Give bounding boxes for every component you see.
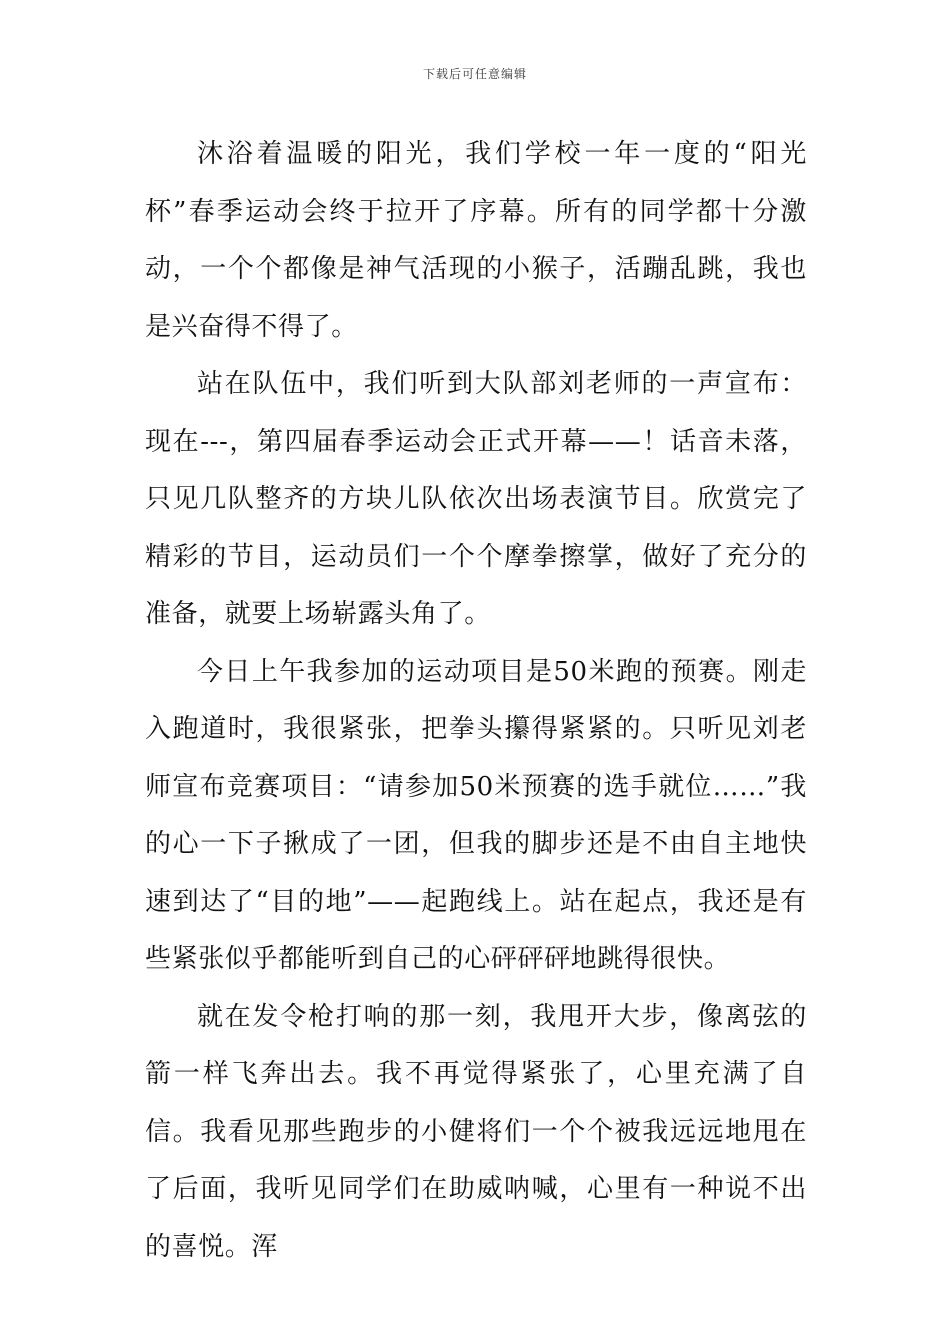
header-note: 下载后可任意编辑	[422, 67, 527, 81]
paragraph-1: 沐浴着温暖的阳光，我们学校一年一度的“阳光杯”春季运动会终于拉开了序幕。所有的同学都十分激动，一个个都像是神气活现的小猴子，活蹦乱跳，我也是兴奋得不得了。	[145, 139, 807, 342]
article-body	[145, 126, 807, 1276]
paragraph-3: 今日上午我参加的运动项目是50米跑的预赛。刚走入跑道时，我很紧张，把拳头攥得紧紧的。只听见刘老师宣布竞赛项目：“请参加50米预赛的选手就位……”我的心一下子揪成了一团，但我的脚步还是不由自主地快速到达了“目的地”——起跑线上。站在起点，我还是有些紧张似乎都能听到自己的心砰砰砰地跳得很快。	[145, 656, 807, 974]
paragraph-2: 站在队伍中，我们听到大队部刘老师的一声宣布：现在---，第四届春季运动会正式开幕——！话音未落，只见几队整齐的方块儿队依次出场表演节目。欣赏完了精彩的节目，运动员们一个个摩拳擦掌，做好了充分的准备，就要上场崭露头角了。	[145, 369, 807, 629]
paragraph-4: 就在发令枪打响的那一刻，我甩开大步，像离弦的箭一样飞奔出去。我不再觉得紧张了，心里充满了自信。我看见那些跑步的小健将们一个个被我远远地甩在了后面，我听见同学们在助威呐喊，心里有一种说不出的喜悦。浑	[145, 1001, 807, 1262]
